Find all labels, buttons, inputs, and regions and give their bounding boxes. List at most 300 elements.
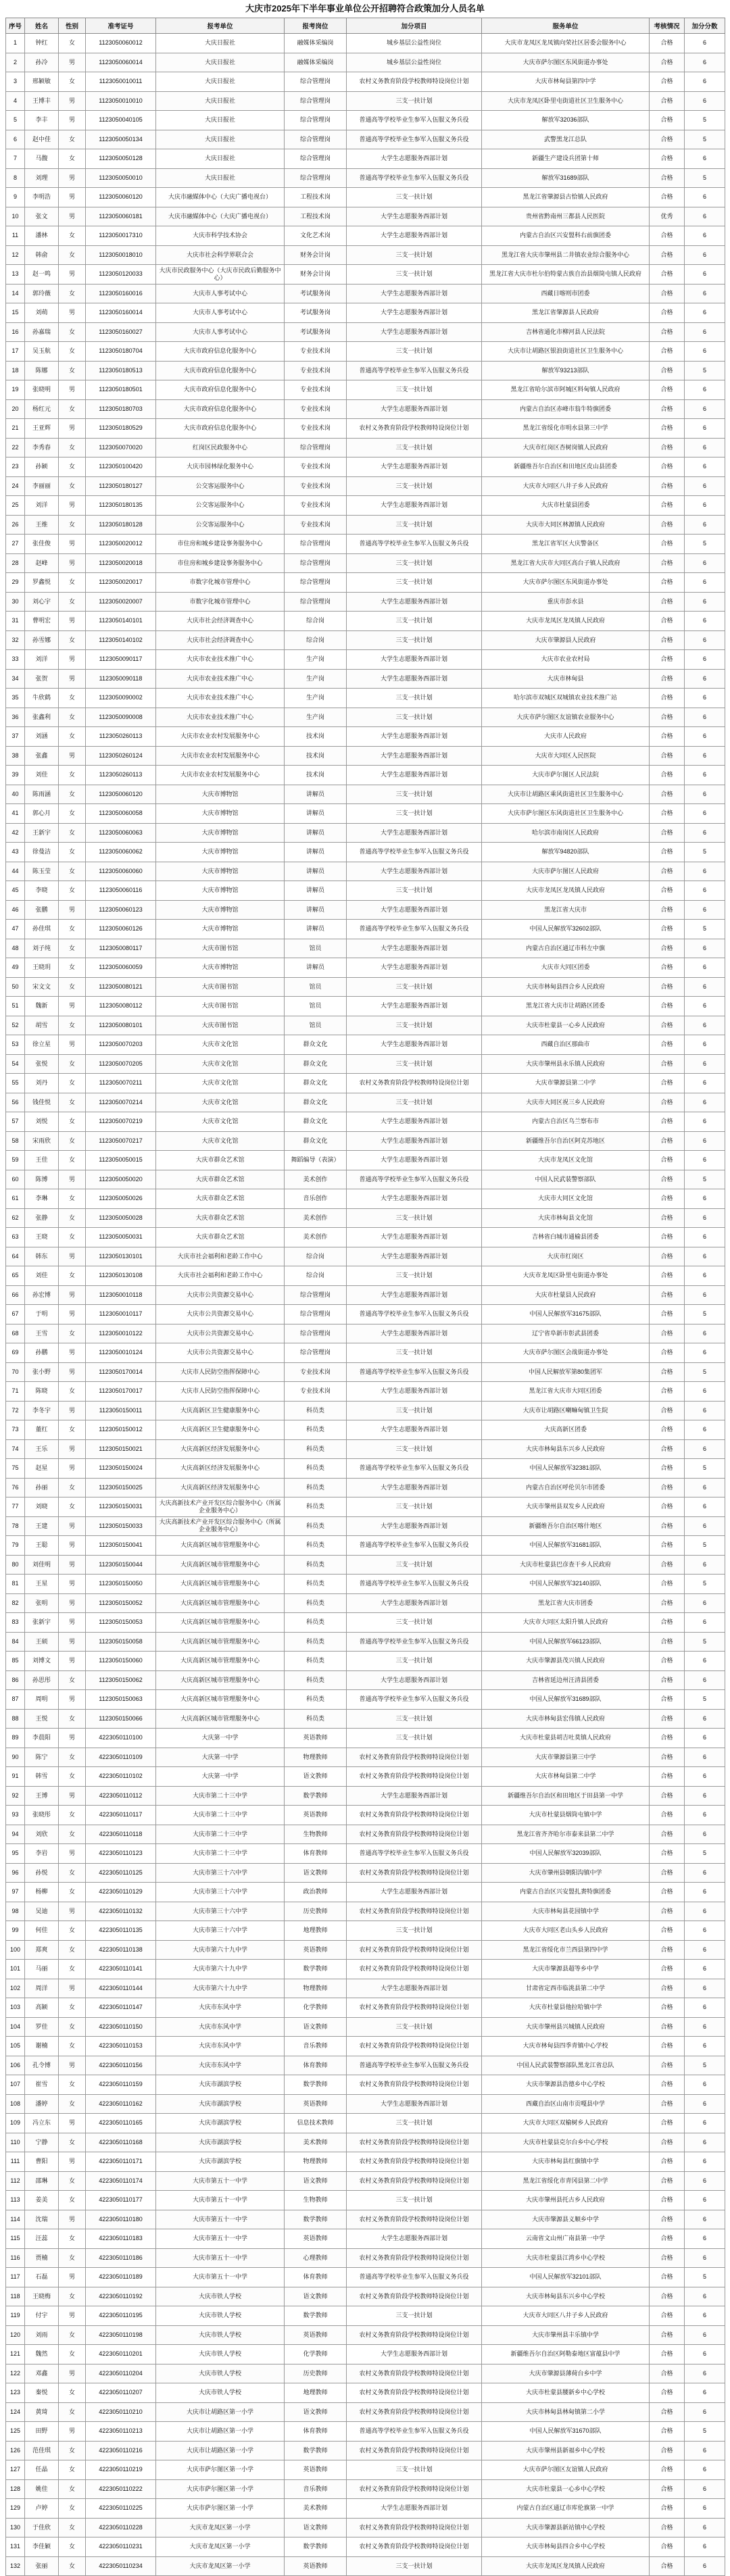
cell-service-unit: 大庆市让胡路区乘风街道社区卫生服务中心	[482, 785, 650, 804]
cell-bonus-item: 大学生志愿服务西部计划	[347, 862, 482, 881]
cell-apply-post: 专业技术岗	[285, 476, 347, 496]
cell-no: 7	[6, 149, 25, 169]
cell-bonus-score: 6	[685, 1979, 725, 1998]
cell-assessment: 合格	[650, 2364, 685, 2383]
cell-no: 36	[6, 708, 25, 727]
cell-service-unit: 大庆市大同区林源镇人民政府	[482, 515, 650, 535]
cell-bonus-item: 大学生志愿服务西部计划	[347, 939, 482, 958]
cell-apply-post: 生物教师	[285, 2191, 347, 2210]
cell-apply-unit: 大庆市文化馆	[156, 1131, 285, 1151]
table-row	[6, 1228, 725, 1247]
cell-bonus-score: 6	[685, 1593, 725, 1613]
cell-apply-unit: 大庆市第三十六中学	[156, 1902, 285, 1921]
cell-service-unit: 大庆市林甸县四季青镇中心学校	[482, 2037, 650, 2056]
table-row	[6, 188, 725, 207]
cell-bonus-item: 普通高等学校毕业生参军入伍服义务兵役	[347, 130, 482, 149]
cell-exam-number: 1123050140102	[86, 630, 156, 650]
cell-apply-unit: 大庆市政府信息化服务中心	[156, 399, 285, 419]
cell-service-unit: 大庆市杜蒙县人民政府	[482, 1285, 650, 1305]
table-row	[6, 1208, 725, 1228]
cell-gender: 女	[59, 284, 86, 303]
cell-service-unit: 解放军93213部队	[482, 361, 650, 380]
table-row	[6, 2133, 725, 2152]
table-row	[6, 1690, 725, 1710]
table-row	[6, 1613, 725, 1633]
cell-exam-number: 1123050010010	[86, 91, 156, 111]
cell-service-unit: 大庆市龙凤区文化馆	[482, 1151, 650, 1170]
cell-service-unit: 大庆市大同区人民医院	[482, 746, 650, 766]
cell-bonus-item: 三支一扶计划	[347, 2017, 482, 2037]
cell-exam-number: 1123050050026	[86, 1189, 156, 1209]
table-row	[6, 2094, 725, 2114]
cell-bonus-score: 6	[685, 2075, 725, 2095]
cell-apply-unit: 红岗区民政服务中心	[156, 438, 285, 457]
cell-gender: 女	[59, 2383, 86, 2403]
cell-gender: 男	[59, 1035, 86, 1055]
cell-assessment: 合格	[650, 1863, 685, 1883]
cell-bonus-score: 6	[685, 149, 725, 169]
cell-apply-post: 生物教师	[285, 1825, 347, 1844]
cell-apply-post: 工程技术岗	[285, 188, 347, 207]
cell-exam-number: 1123050010011	[86, 72, 156, 92]
cell-gender: 女	[59, 592, 86, 612]
cell-exam-number: 4223050110135	[86, 1921, 156, 1941]
cell-bonus-score: 6	[685, 630, 725, 650]
cell-name: 牛欣鹤	[25, 689, 59, 708]
cell-apply-unit: 大庆市公共资源交易中心	[156, 1285, 285, 1305]
cell-assessment: 合格	[650, 1536, 685, 1556]
cell-apply-unit: 大庆市铁人学校	[156, 2306, 285, 2326]
cell-no: 99	[6, 1921, 25, 1941]
table-row	[6, 2171, 725, 2191]
cell-exam-number: 1123050160014	[86, 303, 156, 323]
cell-exam-number: 4223050110177	[86, 2191, 156, 2210]
cell-service-unit: 大庆市肇源县第二中学	[482, 1074, 650, 1093]
cell-gender: 女	[59, 2248, 86, 2268]
cell-gender: 女	[59, 1478, 86, 1497]
cell-service-unit: 大庆市林甸县东兴乡人民政府	[482, 1439, 650, 1459]
cell-apply-unit: 大庆第一中学	[156, 1767, 285, 1787]
cell-bonus-item: 农村义务教育阶段学校教师特设岗位计划	[347, 1825, 482, 1844]
cell-gender: 女	[59, 2345, 86, 2364]
cell-name: 张佳俊	[25, 535, 59, 554]
cell-apply-post: 科员类	[285, 1497, 347, 1517]
cell-assessment: 合格	[650, 1670, 685, 1690]
cell-service-unit: 大庆市肇源县超等乡中学	[482, 1960, 650, 1979]
cell-exam-number: 4223050110189	[86, 2268, 156, 2287]
cell-service-unit: 重庆市彭水县	[482, 592, 650, 612]
table-row	[6, 1420, 725, 1440]
cell-assessment: 合格	[650, 1285, 685, 1305]
table-row	[6, 997, 725, 1016]
cell-bonus-item: 农村义务教育阶段学校教师特设岗位计划	[347, 2364, 482, 2383]
cell-assessment: 合格	[650, 476, 685, 496]
cell-apply-post: 美术创作	[285, 1170, 347, 1189]
table-row	[6, 496, 725, 516]
cell-service-unit: 大庆市萨尔图区东风街道办事处	[482, 573, 650, 593]
cell-bonus-item: 三支一扶计划	[347, 2114, 482, 2133]
cell-gender: 女	[59, 1497, 86, 1517]
cell-assessment: 合格	[650, 1054, 685, 1074]
cell-gender: 女	[59, 1324, 86, 1343]
cell-name: 刘涵	[25, 727, 59, 747]
cell-exam-number: 4223050110225	[86, 2499, 156, 2519]
cell-apply-post: 馆员	[285, 939, 347, 958]
cell-apply-unit: 大庆市融媒体中心（大庆广播电视台）	[156, 207, 285, 226]
table-row	[6, 2191, 725, 2210]
cell-service-unit: 黑龙江省绥化市兰西县第四中学	[482, 1940, 650, 1960]
cell-bonus-score: 6	[685, 746, 725, 766]
cell-assessment: 合格	[650, 708, 685, 727]
cell-name: 张悦	[25, 1054, 59, 1074]
cell-apply-unit: 大庆市第五十一中学	[156, 2229, 285, 2249]
cell-bonus-item: 农村义务教育阶段学校教师特设岗位计划	[347, 1940, 482, 1960]
cell-apply-unit: 大庆市让胡路区第一小学	[156, 2422, 285, 2442]
cell-apply-unit: 大庆市萨尔图区第一小学	[156, 2499, 285, 2519]
cell-service-unit: 黑龙江省大庆市让胡路区团委	[482, 997, 650, 1016]
cell-bonus-score: 6	[685, 553, 725, 573]
cell-exam-number: 1123050150062	[86, 1670, 156, 1690]
table-row	[6, 1632, 725, 1652]
cell-bonus-score: 6	[685, 2306, 725, 2326]
cell-assessment: 合格	[650, 553, 685, 573]
cell-exam-number: 4223050110192	[86, 2287, 156, 2306]
cell-name: 张鑫	[25, 746, 59, 766]
cell-assessment: 合格	[650, 2441, 685, 2460]
cell-gender: 女	[59, 1266, 86, 1286]
cell-name: 孙丽	[25, 1478, 59, 1497]
cell-assessment: 合格	[650, 1516, 685, 1536]
cell-gender: 女	[59, 727, 86, 747]
cell-gender: 女	[59, 689, 86, 708]
cell-bonus-score: 6	[685, 496, 725, 516]
cell-service-unit: 黑龙江省大庆市团委	[482, 1593, 650, 1613]
cell-exam-number: 4223050110109	[86, 1748, 156, 1767]
cell-bonus-score: 6	[685, 823, 725, 843]
cell-no: 79	[6, 1536, 25, 1556]
header-bonus-item: 加分项目	[347, 18, 482, 34]
cell-no: 70	[6, 1362, 25, 1382]
cell-bonus-score: 6	[685, 1863, 725, 1883]
cell-no: 57	[6, 1112, 25, 1132]
cell-name: 陈玉莹	[25, 862, 59, 881]
cell-apply-unit: 大庆市博物馆	[156, 785, 285, 804]
cell-bonus-item: 农村义务教育阶段学校教师特设岗位计划	[347, 1902, 482, 1921]
cell-gender: 女	[59, 881, 86, 901]
cell-no: 105	[6, 2037, 25, 2056]
cell-apply-post: 英语教师	[285, 2094, 347, 2114]
cell-service-unit: 中国人民解放军32602部队	[482, 920, 650, 939]
table-row	[6, 322, 725, 342]
cell-service-unit: 大庆市大同区太阳升镇人民政府	[482, 1613, 650, 1633]
table-row	[6, 1054, 725, 1074]
cell-no: 56	[6, 1093, 25, 1112]
cell-name: 孙冷	[25, 53, 59, 72]
cell-assessment: 合格	[650, 1420, 685, 1440]
cell-exam-number: 1123050050134	[86, 130, 156, 149]
cell-bonus-item: 大学生志愿服务西部计划	[347, 1593, 482, 1613]
cell-apply-post: 技术岗	[285, 727, 347, 747]
cell-name: 韩俞	[25, 245, 59, 265]
table-row	[6, 1844, 725, 1864]
cell-service-unit: 大庆市林甸县第二中学	[482, 1767, 650, 1787]
cell-bonus-score: 5	[685, 361, 725, 380]
table-row	[6, 438, 725, 457]
cell-bonus-score: 6	[685, 188, 725, 207]
cell-bonus-item: 普通高等学校毕业生参军入伍服义务兵役	[347, 2422, 482, 2442]
table-row	[6, 130, 725, 149]
cell-service-unit: 新疆维吾尔自治区阿勒泰地区富蕴县中学	[482, 2345, 650, 2364]
cell-apply-unit: 大庆市农业农村发展服务中心	[156, 766, 285, 785]
cell-exam-number: 1123050180501	[86, 380, 156, 400]
cell-gender: 女	[59, 322, 86, 342]
cell-no: 22	[6, 438, 25, 457]
header-apply-post: 报考岗位	[285, 18, 347, 34]
cell-service-unit: 大庆市肇源县薄荷台乡中学	[482, 2364, 650, 2383]
cell-assessment: 合格	[650, 1382, 685, 1402]
cell-no: 45	[6, 881, 25, 901]
cell-assessment: 合格	[650, 997, 685, 1016]
cell-gender: 女	[59, 1806, 86, 1825]
cell-apply-post: 讲解员	[285, 823, 347, 843]
cell-name: 韩东	[25, 1247, 59, 1266]
cell-bonus-score: 6	[685, 419, 725, 439]
table-row	[6, 2210, 725, 2229]
cell-apply-post: 群众文化	[285, 1112, 347, 1132]
table-row	[6, 958, 725, 978]
cell-bonus-score: 6	[685, 207, 725, 226]
cell-name: 刘洋	[25, 650, 59, 670]
cell-name: 王乐	[25, 1439, 59, 1459]
cell-bonus-score: 6	[685, 2229, 725, 2249]
cell-assessment: 合格	[650, 1324, 685, 1343]
cell-apply-post: 讲解员	[285, 920, 347, 939]
cell-exam-number: 1123050070203	[86, 1035, 156, 1055]
cell-exam-number: 4223050110216	[86, 2441, 156, 2460]
cell-no: 53	[6, 1035, 25, 1055]
cell-service-unit: 内蒙古自治区赤峰市翁牛特旗团委	[482, 399, 650, 419]
cell-apply-unit: 大庆日报社	[156, 72, 285, 92]
cell-apply-unit: 大庆市公共资源交易中心	[156, 1343, 285, 1363]
cell-apply-unit: 大庆高新区城市管理服务中心	[156, 1536, 285, 1556]
cell-assessment: 合格	[650, 1208, 685, 1228]
cell-apply-unit: 大庆市湖滨学校	[156, 2114, 285, 2133]
table-row	[6, 535, 725, 554]
cell-name: 郭心月	[25, 804, 59, 824]
cell-gender: 女	[59, 1131, 86, 1151]
cell-service-unit: 大庆市大同区八井子乡人民政府	[482, 2306, 650, 2326]
cell-apply-unit: 大庆市群众艺术馆	[156, 1170, 285, 1189]
cell-name: 刘博文	[25, 1652, 59, 1671]
cell-assessment: 合格	[650, 2537, 685, 2557]
cell-assessment: 合格	[650, 1844, 685, 1864]
cell-bonus-item: 农村义务教育阶段学校教师特设岗位计划	[347, 2441, 482, 2460]
cell-bonus-score: 6	[685, 1189, 725, 1209]
cell-bonus-item: 大学生志愿服务西部计划	[347, 1131, 482, 1151]
cell-name: 王新宇	[25, 823, 59, 843]
table-row	[6, 1902, 725, 1921]
cell-no: 120	[6, 2325, 25, 2345]
cell-gender: 女	[59, 2075, 86, 2095]
cell-bonus-score: 6	[685, 1767, 725, 1787]
cell-apply-post: 综合管理岗	[285, 553, 347, 573]
table-row	[6, 1575, 725, 1594]
table-row	[6, 785, 725, 804]
cell-bonus-score: 6	[685, 2191, 725, 2210]
cell-apply-post: 体育教师	[285, 2422, 347, 2442]
cell-apply-post: 综合管理岗	[285, 111, 347, 130]
cell-exam-number: 1123050010117	[86, 1305, 156, 1324]
cell-bonus-item: 农村义务教育阶段学校教师特设岗位计划	[347, 2479, 482, 2499]
cell-apply-post: 语文教师	[285, 2171, 347, 2191]
cell-apply-unit: 大庆市社会福利和老龄工作中心	[156, 1247, 285, 1266]
cell-assessment: 合格	[650, 1459, 685, 1479]
cell-name: 马馥	[25, 149, 59, 169]
cell-assessment: 合格	[650, 1883, 685, 1902]
cell-apply-unit: 大庆市博物馆	[156, 920, 285, 939]
cell-gender: 男	[59, 419, 86, 439]
cell-bonus-score: 6	[685, 2402, 725, 2422]
header-bonus-score: 加分分数	[685, 18, 725, 34]
cell-bonus-item: 三支一扶计划	[347, 2460, 482, 2480]
cell-name: 王维	[25, 515, 59, 535]
cell-exam-number: 1123050070217	[86, 1131, 156, 1151]
cell-service-unit: 大庆市杜蒙县江湾乡中心学校	[482, 2248, 650, 2268]
cell-bonus-item: 大学生志愿服务西部计划	[347, 2345, 482, 2364]
cell-gender: 男	[59, 900, 86, 920]
cell-name: 赵峰	[25, 553, 59, 573]
table-row	[6, 1247, 725, 1266]
table-row	[6, 303, 725, 323]
cell-apply-post: 综合管理岗	[285, 72, 347, 92]
cell-gender: 男	[59, 650, 86, 670]
cell-service-unit: 大庆市肇源县第三中学	[482, 1748, 650, 1767]
cell-assessment: 合格	[650, 72, 685, 92]
cell-no: 26	[6, 515, 25, 535]
table-row	[6, 342, 725, 362]
cell-service-unit: 解放军32036部队	[482, 111, 650, 130]
table-row	[6, 1131, 725, 1151]
cell-bonus-score: 6	[685, 1285, 725, 1305]
cell-name: 陈博	[25, 1170, 59, 1189]
table-row	[6, 53, 725, 72]
cell-apply-post: 物理教师	[285, 1979, 347, 1998]
cell-bonus-item: 大学生志愿服务西部计划	[347, 1516, 482, 1536]
cell-apply-unit: 大庆市社会福利和老龄工作中心	[156, 1266, 285, 1286]
cell-name: 姚佳	[25, 2479, 59, 2499]
cell-gender: 女	[59, 1208, 86, 1228]
cell-service-unit: 大庆市肇源县人民政府	[482, 630, 650, 650]
cell-service-unit: 大庆市肇州县永乐镇人民政府	[482, 1054, 650, 1074]
cell-no: 14	[6, 284, 25, 303]
cell-gender: 男	[59, 168, 86, 188]
cell-apply-post: 数学教师	[285, 1960, 347, 1979]
cell-name: 张鹏	[25, 900, 59, 920]
cell-apply-post: 专业技术岗	[285, 399, 347, 419]
cell-apply-post: 英语教师	[285, 2460, 347, 2480]
cell-bonus-score: 6	[685, 766, 725, 785]
cell-assessment: 合格	[650, 2114, 685, 2133]
cell-apply-unit: 大庆第一中学	[156, 1729, 285, 1748]
cell-exam-number: 1123050060063	[86, 823, 156, 843]
cell-bonus-item: 农村义务教育阶段学校教师特设岗位计划	[347, 1074, 482, 1093]
cell-no: 12	[6, 245, 25, 265]
cell-assessment: 合格	[650, 1690, 685, 1710]
cell-apply-unit: 市住房和城乡建设事务服务中心	[156, 553, 285, 573]
cell-name: 陈晓	[25, 1382, 59, 1402]
cell-bonus-score: 6	[685, 438, 725, 457]
cell-apply-unit: 大庆市第二十三中学	[156, 1825, 285, 1844]
cell-gender: 女	[59, 2402, 86, 2422]
cell-bonus-item: 普通高等学校毕业生参军入伍服义务兵役	[347, 2056, 482, 2075]
table-row	[6, 168, 725, 188]
cell-apply-unit: 大庆市人民防空指挥保障中心	[156, 1382, 285, 1402]
cell-apply-unit: 大庆市第五十一中学	[156, 2248, 285, 2268]
cell-exam-number: 1123050160016	[86, 284, 156, 303]
cell-bonus-item: 大学生志愿服务西部计划	[347, 900, 482, 920]
cell-name: 石磊	[25, 2268, 59, 2287]
cell-bonus-score: 6	[685, 1729, 725, 1748]
cell-gender: 男	[59, 2114, 86, 2133]
cell-bonus-item: 三支一扶计划	[347, 1555, 482, 1575]
cell-assessment: 合格	[650, 2460, 685, 2480]
cell-apply-unit: 大庆市湖滨学校	[156, 2075, 285, 2095]
cell-bonus-score: 6	[685, 91, 725, 111]
cell-assessment: 合格	[650, 1979, 685, 1998]
cell-exam-number: 1123050050031	[86, 1228, 156, 1247]
cell-bonus-item: 三支一扶计划	[347, 1497, 482, 1517]
cell-assessment: 合格	[650, 843, 685, 862]
cell-bonus-score: 6	[685, 1960, 725, 1979]
cell-gender: 女	[59, 1883, 86, 1902]
cell-name: 田野	[25, 2422, 59, 2442]
cell-name: 郭玲薇	[25, 284, 59, 303]
cell-name: 刘心宇	[25, 592, 59, 612]
cell-bonus-score: 6	[685, 1151, 725, 1170]
cell-bonus-score: 6	[685, 1902, 725, 1921]
table-row	[6, 2229, 725, 2249]
cell-name: 吴玉航	[25, 342, 59, 362]
cell-service-unit: 内蒙古自治区兴安盟科右前旗团委	[482, 226, 650, 246]
cell-exam-number: 4223050110201	[86, 2345, 156, 2364]
cell-assessment: 合格	[650, 2499, 685, 2519]
cell-assessment: 合格	[650, 303, 685, 323]
cell-bonus-score: 6	[685, 669, 725, 689]
cell-exam-number: 1123050060126	[86, 920, 156, 939]
cell-no: 52	[6, 1016, 25, 1035]
cell-bonus-score: 6	[685, 2499, 725, 2519]
table-row	[6, 1960, 725, 1979]
cell-assessment: 合格	[650, 2518, 685, 2537]
cell-name: 邢颖敏	[25, 72, 59, 92]
cell-exam-number: 1123050150058	[86, 1632, 156, 1652]
table-row	[6, 1016, 725, 1035]
cell-bonus-score: 6	[685, 1478, 725, 1497]
cell-apply-post: 语文教师	[285, 2402, 347, 2422]
cell-exam-number: 1123050150025	[86, 1478, 156, 1497]
cell-no: 82	[6, 1593, 25, 1613]
cell-no: 106	[6, 2056, 25, 2075]
cell-apply-post: 科员类	[285, 1439, 347, 1459]
cell-exam-number: 1123050100420	[86, 457, 156, 477]
cell-no: 72	[6, 1401, 25, 1420]
cell-name: 孔令博	[25, 2056, 59, 2075]
cell-bonus-score: 6	[685, 785, 725, 804]
cell-apply-post: 考试服务岗	[285, 284, 347, 303]
cell-exam-number: 1123050070020	[86, 438, 156, 457]
cell-exam-number: 1123050150052	[86, 1593, 156, 1613]
bonus-points-table	[5, 18, 725, 2576]
